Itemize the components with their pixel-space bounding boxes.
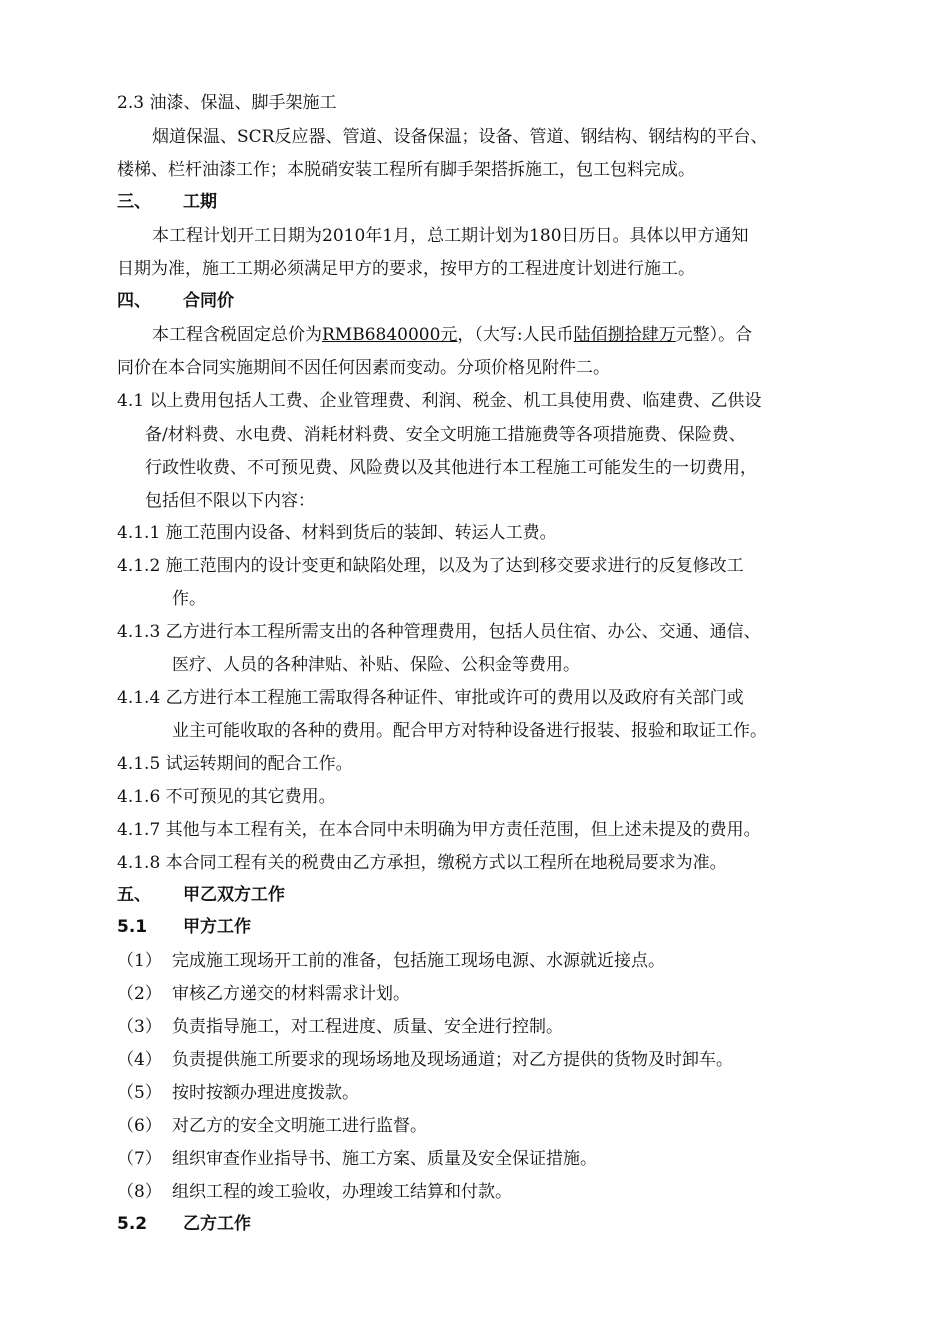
list-item-number: （7） xyxy=(117,1149,162,1169)
section-5-number: 五、 xyxy=(117,885,151,905)
clause-4-1-5: 4.1.5 试运转期间的配合工作。 xyxy=(117,754,353,774)
list-item-number: （6） xyxy=(117,1116,162,1136)
list-item: 完成施工现场开工前的准备，包括施工现场电源、水源就近接点。 xyxy=(172,951,665,971)
list-item-number: （4） xyxy=(117,1050,162,1070)
contract-price-line: 本工程含税固定总价为RMB6840000元，（大写:人民币陆佰捌拾肆万元整）。合 xyxy=(152,325,753,345)
list-item-number: （2） xyxy=(117,984,162,1004)
section-2-3-title: 2.3 油漆、保温、脚手架施工 xyxy=(117,93,337,113)
list-item: 组织工程的竣工验收，办理竣工结算和付款。 xyxy=(172,1182,512,1202)
section-5-2-number: 5.2 xyxy=(117,1214,148,1234)
list-item: 组织审查作业指导书、施工方案、质量及安全保证措施。 xyxy=(172,1149,597,1169)
clause-4-1-3-cont: 医疗、人员的各种津贴、补贴、保险、公积金等费用。 xyxy=(172,655,580,675)
list-item: 按时按额办理进度拨款。 xyxy=(172,1083,359,1103)
paragraph-line: 日期为准，施工工期必须满足甲方的要求，按甲方的工程进度计划进行施工。 xyxy=(117,259,695,279)
list-item: 负责提供施工所要求的现场场地及现场通道；对乙方提供的货物及时卸车。 xyxy=(172,1050,733,1070)
clause-4-1-7: 4.1.7 其他与本工程有关，在本合同中未明确为甲方责任范围，但上述未提及的费用。 xyxy=(117,820,761,840)
section-5-2-title: 乙方工作 xyxy=(183,1214,251,1234)
clause-4-1-line: 行政性收费、不可预见费、风险费以及其他进行本工程施工可能发生的一切费用， xyxy=(145,458,757,478)
paragraph-line: 同价在本合同实施期间不因任何因素而变动。分项价格见附件二。 xyxy=(117,358,610,378)
clause-4-1-2: 4.1.2 施工范围内的设计变更和缺陷处理，以及为了达到移交要求进行的反复修改工 xyxy=(117,556,744,576)
section-5-1-title: 甲方工作 xyxy=(183,917,251,937)
list-item-number: （5） xyxy=(117,1083,162,1103)
clause-4-1-1: 4.1.1 施工范围内设备、材料到货后的装卸、转运人工费。 xyxy=(117,523,557,543)
section-5-title: 甲乙双方工作 xyxy=(183,885,285,905)
list-item: 对乙方的安全文明施工进行监督。 xyxy=(172,1116,427,1136)
contract-amount: RMB6840000元 xyxy=(322,325,458,345)
list-item-number: （3） xyxy=(117,1017,162,1037)
clause-4-1-line: 包括但不限以下内容： xyxy=(145,491,315,511)
section-5-1-number: 5.1 xyxy=(117,917,148,937)
clause-4-1-3: 4.1.3 乙方进行本工程所需支出的各种管理费用，包括人员住宿、办公、交通、通信、 xyxy=(117,622,761,642)
clause-4-1-6: 4.1.6 不可预见的其它费用。 xyxy=(117,787,336,807)
clause-4-1-line: 4.1 以上费用包括人工费、企业管理费、利润、税金、机工具使用费、临建费、乙供设 xyxy=(117,391,762,411)
clause-4-1-4-cont: 业主可能收取的各种的费用。配合甲方对特种设备进行报装、报验和取证工作。 xyxy=(172,721,767,741)
list-item-number: （1） xyxy=(117,951,162,971)
section-4-title: 合同价 xyxy=(183,291,234,311)
section-3-title: 工期 xyxy=(183,192,217,212)
clause-4-1-8: 4.1.8 本合同工程有关的税费由乙方承担，缴税方式以工程所在地税局要求为准。 xyxy=(117,853,727,873)
section-3-number: 三、 xyxy=(117,192,151,212)
paragraph-line: 烟道保温、SCR反应器、管道、设备保温；设备、管道、钢结构、钢结构的平台、 xyxy=(152,127,768,147)
list-item-number: （8） xyxy=(117,1182,162,1202)
paragraph-line: 楼梯、栏杆油漆工作；本脱硝安装工程所有脚手架搭拆施工，包工包料完成。 xyxy=(117,160,695,180)
section-4-number: 四、 xyxy=(117,291,151,311)
paragraph-line: 本工程计划开工日期为2010年1月，总工期计划为180日历日。具体以甲方通知 xyxy=(152,226,749,246)
list-item: 负责指导施工，对工程进度、质量、安全进行控制。 xyxy=(172,1017,563,1037)
list-item: 审核乙方递交的材料需求计划。 xyxy=(172,984,410,1004)
contract-amount-words: 陆佰捌拾肆万 xyxy=(573,325,676,345)
clause-4-1-4: 4.1.4 乙方进行本工程施工需取得各种证件、审批或许可的费用以及政府有关部门或 xyxy=(117,688,744,708)
clause-4-1-2-cont: 作。 xyxy=(172,589,206,609)
clause-4-1-line: 备/材料费、水电费、消耗材料费、安全文明施工措施费等各项措施费、保险费、 xyxy=(145,425,746,445)
